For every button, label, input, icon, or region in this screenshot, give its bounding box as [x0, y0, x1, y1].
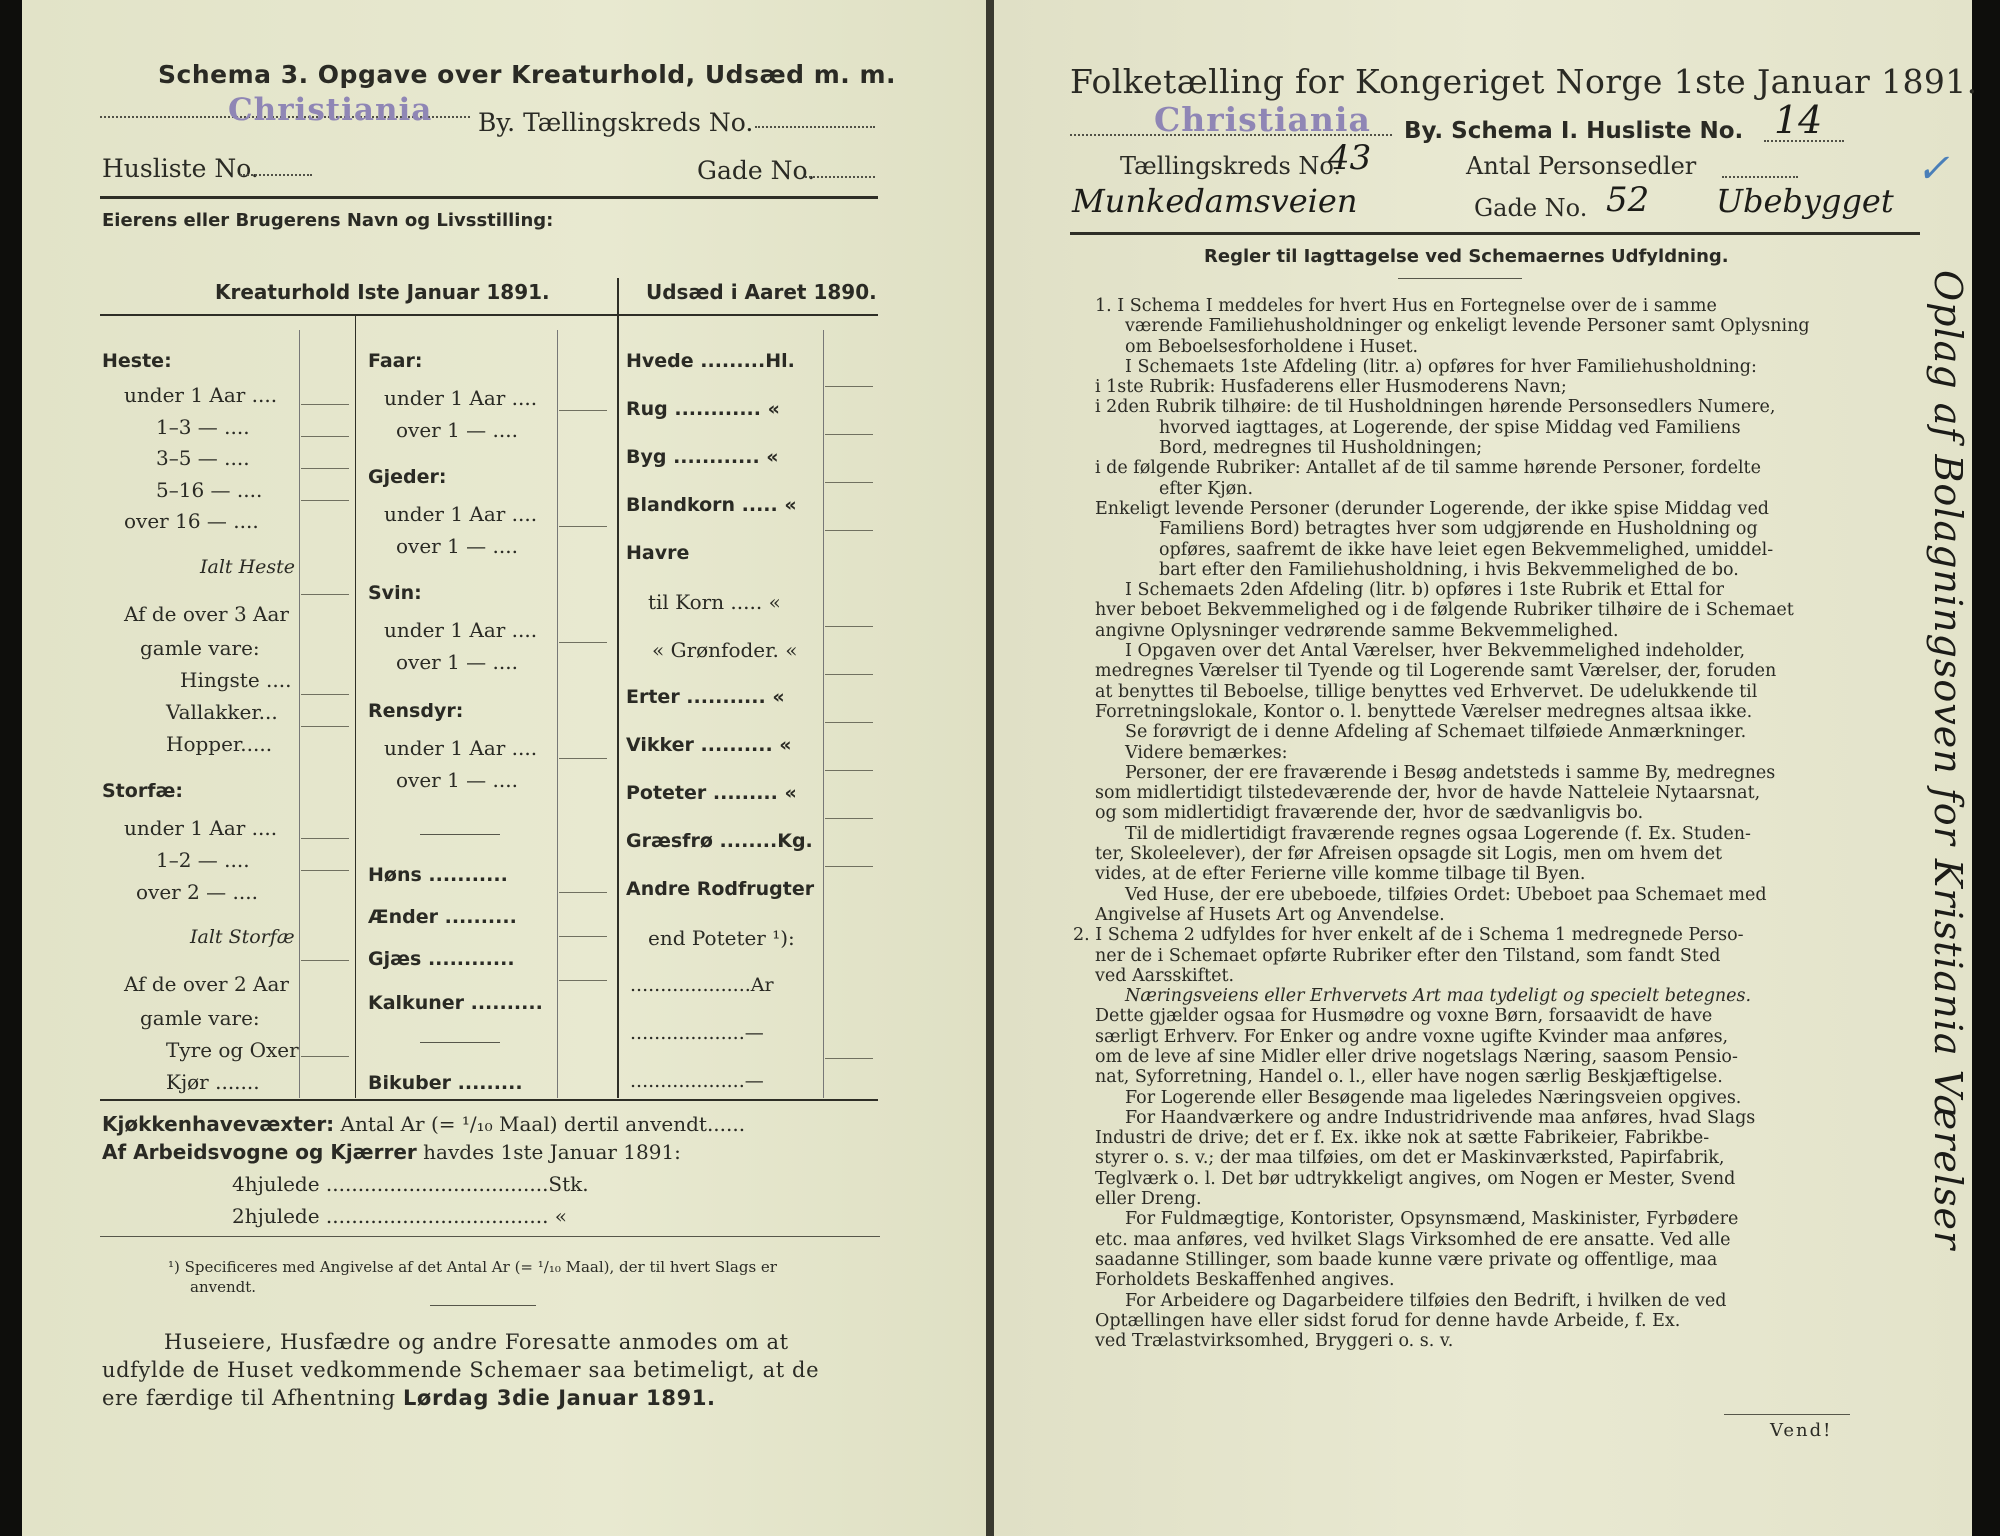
hjulede-2: 2hjulede ................................... « — [232, 1204, 568, 1228]
rule-line: i 1ste Rubrik: Husfaderens eller Husmoderens Navn; — [1095, 377, 1567, 398]
gade-label-left: Gade No. — [697, 156, 816, 185]
entry-tick — [825, 722, 873, 723]
rule-line: Se forøvrigt de i denne Afdeling af Schemaet tilføiede Anmærkninger. — [1125, 722, 1747, 743]
byg: Byg ............ « — [626, 446, 779, 468]
kjokken-rest: Antal Ar (= ¹/₁₀ Maal) dertil anvendt...... — [340, 1112, 746, 1136]
city-stamp-left: Christiania — [228, 92, 433, 128]
rule-line: For Fuldmægtige, Kontorister, Opsynsmænd, Maskinister, Fyrbødere — [1125, 1209, 1739, 1230]
entry-tick — [825, 818, 873, 819]
rule-line: Næringsveiens eller Erhvervets Art maa tydeligt og specielt betegnes. — [1125, 986, 1752, 1007]
entry-tick — [559, 758, 607, 759]
vikker: Vikker .......... « — [626, 734, 792, 756]
heste-list — [124, 380, 277, 538]
rule-line: Angivelse af Husets Art og Anvendelse. — [1095, 904, 1445, 925]
hons: Høns ........... — [368, 864, 508, 886]
kalkuner: Kalkuner .......... — [368, 992, 543, 1014]
gjeder-heading: Gjeder: — [368, 466, 447, 488]
rule-line: Personer, der ere fraværende i Besøg andetsteds i samme By, medregnes — [1125, 762, 1776, 783]
rule-line: hvorved iagttages, at Logerende, der spise Middag ved Familiens — [1159, 417, 1741, 438]
closing-line-3 — [102, 1384, 819, 1412]
vend-label: Vend! — [1770, 1420, 1833, 1441]
closing-date: Lørdag 3die Januar 1891. — [402, 1386, 716, 1410]
rule-line: Ved Huse, der ere ubeboede, tilføies Ordet: Ubeboet paa Schemaet med — [1125, 884, 1767, 905]
col2-separator-2 — [420, 1042, 500, 1043]
entry-tick — [825, 626, 873, 627]
right-title: Folketælling for Kongeriget Norge 1ste Januar 1891. — [1070, 62, 1978, 101]
rule-line: ved Aarsskiftet. — [1095, 965, 1235, 986]
rule-line: I Opgaven over det Antal Værelser, hver Bekvemmelighed indeholder, — [1125, 641, 1746, 662]
faar-over1: over 1 — .... — [396, 418, 518, 442]
rule-top-left — [100, 196, 878, 199]
rule-line: vides, at de efter Ferierne ville komme tilbage til Byen. — [1095, 864, 1586, 885]
rule-line: Optællingen have eller sidst forud for denne havde Arbeide, f. Ex. — [1095, 1310, 1681, 1331]
svin-heading: Svin: — [368, 582, 422, 604]
heste-over16: over 16 — .... — [124, 509, 259, 533]
hopper: Hopper..... — [166, 732, 273, 756]
antal-line — [1722, 176, 1798, 178]
gamle-vare-1: gamle vare: — [140, 636, 260, 660]
footnote-rule — [100, 1236, 880, 1237]
af-over3: Af de over 3 Aar — [124, 602, 289, 626]
rule-line: Til de midlertidigt fraværende regnes ogsaa Logerende (f. Ex. Studen- — [1125, 823, 1751, 844]
svin-under1: under 1 Aar .... — [384, 618, 538, 642]
footnote-1: ¹) Specificeres med Angivelse af det Antal Ar (= ¹/₁₀ Maal), der til hvert Slags er — [168, 1258, 777, 1276]
margin-note: Oplag af Bolagningsoven for Kristiania Værelser — [1926, 270, 1970, 1251]
tyre-og-oxer: Tyre og Oxer — [166, 1038, 299, 1062]
rule-line: For Logerende eller Besøgende maa ligeledes Næringsveien opgives. — [1125, 1087, 1742, 1108]
rule-line: efter Kjøn. — [1159, 478, 1254, 499]
entry-col1 — [299, 330, 300, 1098]
rule-line: eller Dreng. — [1095, 1189, 1202, 1210]
rule-line: etc. maa anføres, ved hvilket Slags Virksomhed de ere ansatte. Ved alle — [1095, 1229, 1731, 1250]
entry-col3 — [823, 330, 824, 1098]
entry-tick — [301, 694, 349, 695]
entry-tick — [301, 960, 349, 961]
af-over2: Af de over 2 Aar — [124, 972, 289, 996]
til-korn: til Korn ..... « — [648, 590, 781, 614]
rules-body — [1073, 296, 1855, 1352]
hingste: Hingste .... — [180, 668, 292, 692]
heste-under1: under 1 Aar .... — [124, 383, 278, 407]
entry-tick — [825, 530, 873, 531]
heste-5-16: 5–16 — .... — [156, 477, 263, 502]
husliste-line-right — [1764, 140, 1844, 142]
rodfrugt-line-1: ...................— — [630, 1022, 764, 1044]
heste-heading: Heste: — [102, 350, 172, 372]
entry-col2 — [557, 330, 558, 1098]
left-title: Schema 3. Opgave over Kreaturhold, Udsæd m. m. — [158, 60, 897, 89]
footnote-2: anvendt. — [190, 1278, 257, 1296]
taellingskreds-label: Tællingskreds No. — [1120, 152, 1342, 180]
entry-tick — [559, 526, 607, 527]
gade-line-left — [805, 176, 875, 178]
kreds-line-left — [755, 126, 875, 128]
rule-line: bart efter den Familiehusholdning, i hvis Bekvemmelighed de bo. — [1159, 559, 1739, 580]
closing-text — [102, 1328, 819, 1412]
rensdyr-under1: under 1 Aar .... — [384, 736, 538, 760]
entry-tick — [559, 410, 607, 411]
street-name: Munkedamsveien — [1072, 182, 1358, 220]
rule-line: Teglværk o. l. Det bør udtrykkeligt angives, om Nogen er Mester, Svend — [1095, 1168, 1736, 1189]
entry-tick — [301, 404, 349, 405]
table-divider-main — [617, 278, 619, 1098]
rug: Rug ............ « — [626, 398, 780, 420]
by-schema: By. Schema I. Husliste No. — [1404, 118, 1744, 144]
entry-tick — [301, 594, 349, 595]
entry-tick — [825, 674, 873, 675]
faar-heading: Faar: — [368, 350, 423, 372]
ialt-heste: Ialt Heste — [200, 556, 296, 578]
poteter: Poteter ......... « — [626, 782, 797, 804]
col2-separator-1 — [420, 834, 500, 835]
entry-tick — [825, 482, 873, 483]
udsaed-header: Udsæd i Aaret 1890. — [646, 280, 877, 304]
heste-1-3: 1–3 — .... — [156, 414, 250, 439]
rule-line: Forretningslokale, Kontor o. l. benyttede Værelser medregnes altsaa ikke. — [1095, 701, 1753, 722]
kjokken-label: Kjøkkenhavevæxter: — [102, 1112, 335, 1136]
rule-line: For Haandværkere og andre Industridrivende maa anføres, hvad Slags — [1125, 1107, 1756, 1128]
faar-list — [384, 382, 537, 446]
storfae-1-2: 1–2 — .... — [156, 848, 250, 872]
entry-tick — [825, 434, 873, 435]
rule-line: styrer o. s. v.; der maa tilføies, om det er Maskinværksted, Papirfabrik, — [1095, 1148, 1725, 1169]
rule-line: om Beboelsesforholdene i Huset. — [1125, 336, 1419, 357]
rules-title-rule — [1398, 278, 1522, 279]
rensdyr-heading: Rensdyr: — [368, 700, 464, 722]
rule-line: Videre bemærkes: — [1125, 742, 1288, 763]
rule-line: om de leve af sine Midler eller drive nogetslags Næring, saasom Pensio- — [1095, 1046, 1738, 1067]
bikuber: Bikuber ......... — [368, 1072, 523, 1094]
rule-line: For Arbeidere og Dagarbeidere tilføies den Bedrift, i hvilken de ved — [1125, 1290, 1727, 1311]
rensdyr-list — [384, 732, 537, 796]
hvede: Hvede .........Hl. — [626, 350, 795, 372]
rule-line: og som midlertidigt fraværende der, hvor de sædvanligvis bo. — [1095, 803, 1644, 824]
hjulede-4: 4hjulede ...................................Stk. — [232, 1172, 589, 1196]
entry-tick — [559, 936, 607, 937]
rule-line: ved Trælastvirksomhed, Bryggeri o. s. v. — [1095, 1331, 1454, 1352]
rule-line: Industri de drive; det er f. Ex. ikke nok at sætte Fabrikeier, Fabrikbe- — [1095, 1128, 1710, 1149]
entry-tick — [559, 892, 607, 893]
gjeder-over1: over 1 — .... — [396, 534, 518, 558]
rule-line: medregnes Værelser til Tyende og til Logerende samt Værelser, der, foruden — [1095, 661, 1777, 682]
ialt-storfae: Ialt Storfæ — [190, 926, 295, 948]
storfae-list — [124, 812, 277, 908]
entry-tick — [301, 500, 349, 501]
havre: Havre — [626, 542, 690, 564]
rules-title: Regler til Iagttagelse ved Schemaernes Udfyldning. — [1204, 246, 1729, 267]
taellingskreds-no: 43 — [1328, 138, 1372, 178]
entry-tick — [301, 1056, 349, 1057]
rule-line: værende Familiehusholdninger og enkeligt levende Personer samt Oplysning — [1125, 316, 1810, 337]
rule-line: hver beboet Bekvemmelighed og i de følgende Rubriker tilhøire de i Schemaet — [1095, 600, 1794, 621]
blandkorn: Blandkorn ..... « — [626, 494, 797, 516]
closing-rule — [430, 1305, 536, 1306]
faar-under1: under 1 Aar .... — [384, 386, 538, 410]
rule-top-right — [1070, 232, 1920, 235]
closing-line-2: udfylde de Huset vedkommende Schemaer saa betimeligt, at de — [102, 1358, 820, 1382]
entry-tick — [825, 866, 873, 867]
erter: Erter ........... « — [626, 686, 785, 708]
rule-line: i 2den Rubrik tilhøire: de til Husholdningen hørende Personsedlers Numere, — [1095, 397, 1776, 418]
rule-line: I Schemaets 1ste Afdeling (litr. a) opføres for hver Familiehusholdning: — [1125, 356, 1757, 377]
rule-line: ter, Skoleelever), der før Afreisen opsagde sit Logis, men om hvem det — [1095, 844, 1723, 865]
table-top-rule — [100, 314, 878, 316]
gjeder-under1: under 1 Aar .... — [384, 502, 538, 526]
arbeidsvogne-label: Af Arbeidsvogne og Kjærrer — [102, 1140, 417, 1164]
entry-tick — [301, 870, 349, 871]
rule-line: angivne Oplysninger vedrørende samme Bekvemmelighed. — [1095, 620, 1619, 641]
rule-line: nat, Syforretning, Handel o. l., eller have nogen særlig Beskjæftigelse. — [1095, 1067, 1723, 1088]
rule-line: 1. I Schema I meddeles for hvert Hus en Fortegnelse over de i samme — [1095, 296, 1717, 316]
table-bottom-rule — [100, 1099, 878, 1101]
vallakker: Vallakker... — [166, 700, 278, 724]
heste-3-5: 3–5 — .... — [156, 446, 250, 470]
rule-line: 2. I Schema 2 udfyldes for hver enkelt af de i Schema 1 medregnede Perso- — [1073, 925, 1744, 946]
rule-line: Enkeligt levende Personer (derunder Logerende, der ikke spise Middag ved — [1095, 498, 1769, 519]
rule-line: opføres, saafremt de ikke have leiet egen Bekvemmelighed, umiddel- — [1159, 539, 1774, 560]
storfae-under1: under 1 Aar .... — [124, 816, 278, 840]
svin-list — [384, 614, 537, 678]
entry-tick — [559, 980, 607, 981]
end-poteter: end Poteter ¹): — [648, 926, 795, 950]
rule-line: særligt Erhverv. For Enker og andre voxne ugifte Kvinder maa anføres, — [1095, 1026, 1729, 1047]
arbeidsvogne-rest: havdes 1ste Januar 1891: — [423, 1140, 681, 1164]
andre-rodfrugter: Andre Rodfrugter — [626, 878, 815, 900]
gade-note: Ubebygget — [1716, 182, 1894, 220]
svin-over1: over 1 — .... — [396, 650, 518, 674]
entry-tick — [301, 468, 349, 469]
rule-line: som midlertidigt tilstedeværende der, hvor de havde Natteleie Nytaarsnat, — [1095, 783, 1761, 804]
rule-line: ner de i Schemaet opførte Rubriker efter den Tilstand, som fandt Sted — [1095, 945, 1721, 966]
vend-rule — [1724, 1414, 1850, 1415]
gade-no: 52 — [1606, 180, 1650, 220]
storfae-over2: over 2 — .... — [136, 880, 258, 904]
gjeder-list — [384, 498, 537, 562]
entry-tick — [825, 1058, 873, 1059]
rodfrugt-line-2: ...................— — [630, 1070, 764, 1092]
rule-line: saadanne Stillinger, som baade kunne være private og offentlige, maa — [1095, 1249, 1718, 1270]
by-label-left: By. Tællingskreds No. — [478, 108, 754, 137]
entry-tick — [301, 726, 349, 727]
city-stamp-right: Christiania — [1154, 100, 1371, 139]
entry-tick — [825, 386, 873, 387]
gade-label-right: Gade No. — [1474, 194, 1588, 222]
kjokken-line — [102, 1112, 745, 1136]
rule-line: Forholdets Beskaffenhed angives. — [1095, 1270, 1395, 1291]
husliste-no: 14 — [1774, 98, 1823, 142]
closing-line-1: Huseiere, Husfædre og andre Foresatte anmodes om at — [164, 1330, 789, 1354]
entry-tick — [825, 770, 873, 771]
arbeidsvogne-line — [102, 1140, 681, 1164]
table-divider-col1 — [355, 316, 356, 1098]
husliste-line-left — [240, 174, 312, 176]
rule-line: Familiens Bord) betragtes hver som udgjørende en Husholdning og — [1159, 519, 1758, 540]
kjor: Kjør ....... — [166, 1070, 260, 1094]
storfae-heading: Storfæ: — [102, 780, 183, 802]
rule-line: I Schemaets 2den Afdeling (litr. b) opføres i 1ste Rubrik et Ettal for — [1125, 580, 1724, 601]
kreaturhold-header: Kreaturhold Iste Januar 1891. — [215, 280, 550, 304]
closing-line-3a: ere færdige til Afhentning — [102, 1386, 396, 1410]
rule-line: i de følgende Rubriker: Antallet af de til samme hørende Personer, fordelte — [1095, 458, 1761, 479]
graesfro: Græsfrø ........Kg. — [626, 830, 813, 852]
ar-line: ....................Ar — [630, 974, 774, 996]
gronfoder: « Grønfoder. « — [652, 638, 798, 662]
rule-line: Bord, medregnes til Husholdningen; — [1159, 438, 1483, 459]
entry-tick — [301, 838, 349, 839]
owner-label: Eierens eller Brugerens Navn og Livsstilling: — [102, 210, 554, 231]
aender: Ænder .......... — [368, 906, 517, 928]
antal-label: Antal Personsedler — [1466, 152, 1697, 180]
entry-tick — [559, 642, 607, 643]
gamle-vare-2: gamle vare: — [140, 1006, 260, 1030]
entry-tick — [301, 436, 349, 437]
husliste-label-left: Husliste No. — [102, 154, 259, 183]
blue-check-icon: ✓ — [1916, 146, 1950, 192]
gjaes: Gjæs ............ — [368, 948, 515, 970]
rensdyr-over1: over 1 — .... — [396, 768, 518, 792]
rule-line: Dette gjælder ogsaa for Husmødre og voxne Børn, forsaavidt de have — [1095, 1006, 1713, 1027]
rule-line: at benyttes til Beboelse, tillige benyttes ved Erhvervet. De udelukkende til — [1095, 681, 1758, 702]
